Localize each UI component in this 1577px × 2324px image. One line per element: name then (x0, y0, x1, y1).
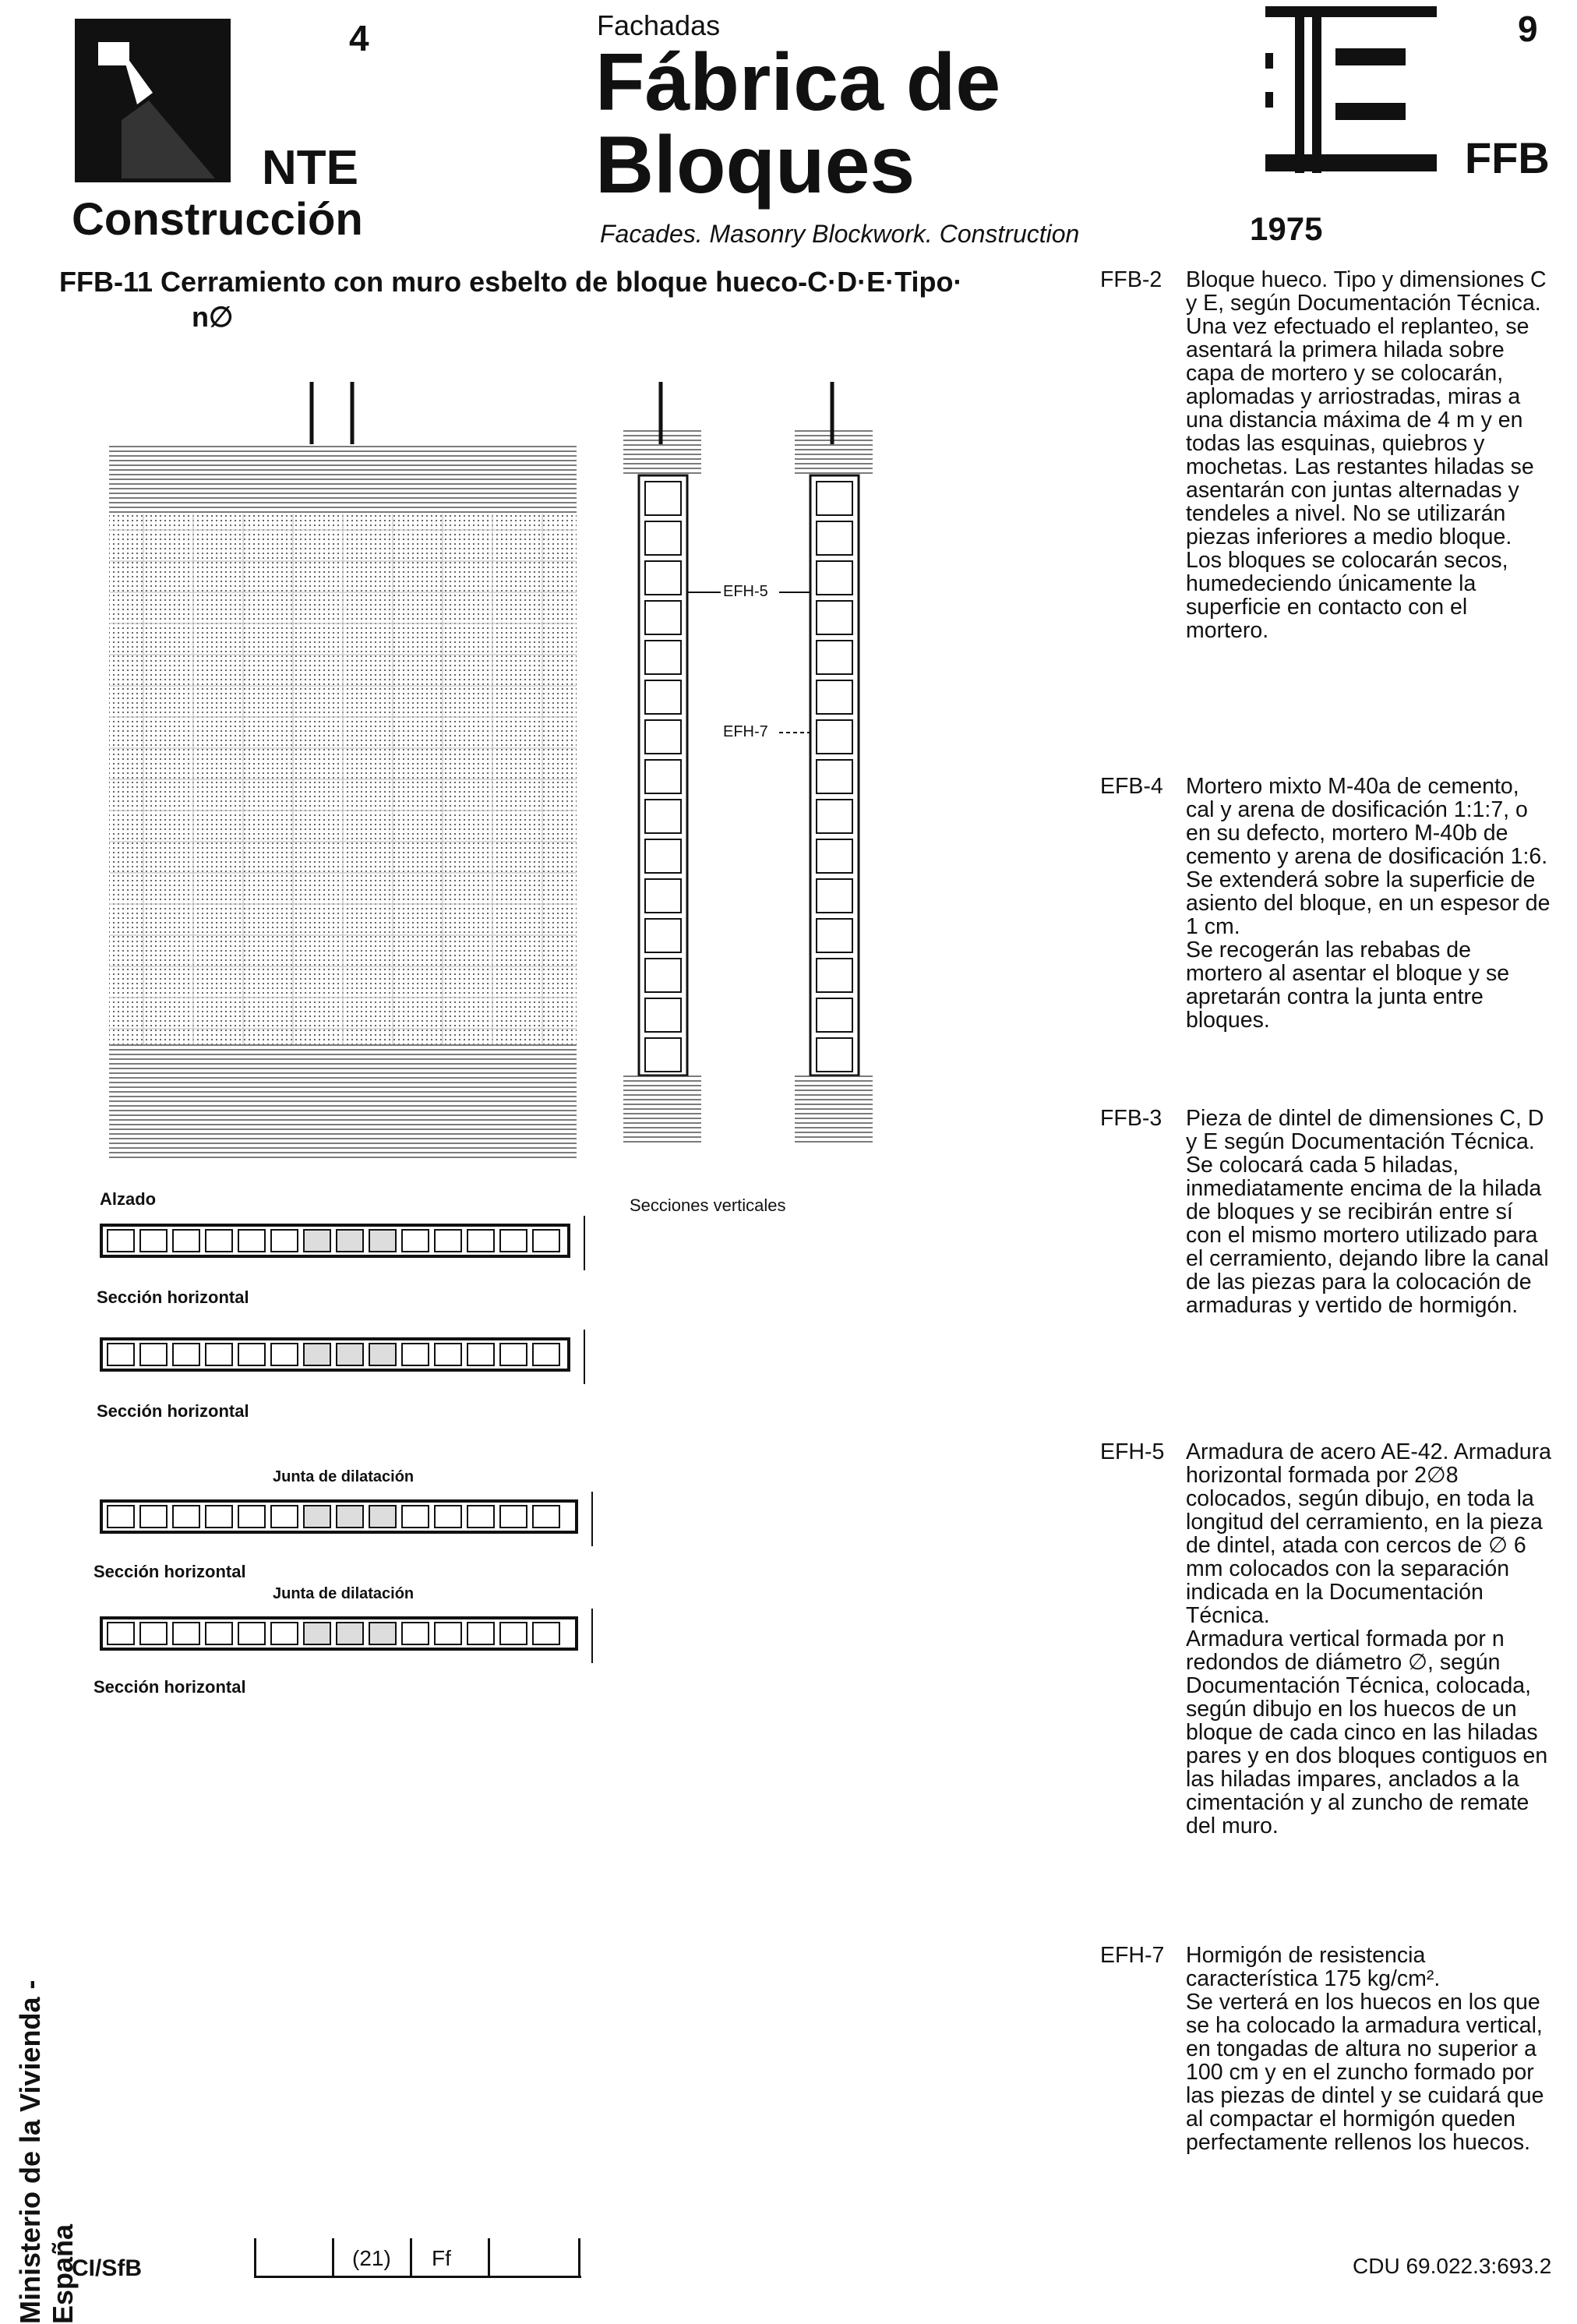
note-paragraph: Armadura vertical formada por n redondos de diámetro ∅, según Documentación Técnica, colocada, según dibujo en los huecos de un bloque de cada cinco en las hiladas pares y en dos bloques contiguos en las hiladas impares, anclados a la cimentación y al zuncho de remate del muro. (1186, 1626, 1548, 1838)
note-paragraph: Mortero mixto M-40a de cemento, cal y arena de dosificación 1:1:7, o en su defecto, mortero M-40b de cemento y arena de dosificación 1:6. (1186, 774, 1548, 869)
junta-label-1: Junta de dilatación (273, 1468, 415, 1485)
note-paragraph: Se colocará cada 5 hiladas, inmediatamente encima de la hilada de bloques y se recibirán entre sí con el mismo mortero utilizado para el cerramiento, dejando libre la canal de las piezas para la colocación de armaduras y vertido de hormigón. (1186, 1153, 1549, 1318)
note-code: EFB-4 (1100, 774, 1163, 799)
section-heading-2: n∅ (192, 301, 234, 333)
horizontal-section-label-3: Sección horizontal (93, 1562, 246, 1581)
note-paragraph: Bloque hueco. Tipo y dimensiones C y E, según Documentación Técnica. (1186, 267, 1547, 316)
vertical-sections-label: Secciones verticales (630, 1196, 786, 1215)
cdu-code: CDU 69.022.3:693.2 (1353, 2254, 1552, 2278)
alzado-label: Alzado (100, 1189, 157, 1209)
note-paragraph: Hormigón de resistencia característica 175 kg/cm². (1186, 1943, 1441, 1991)
horizontal-section-label-4: Sección horizontal (93, 1677, 246, 1697)
note-paragraph: Se verterá en los huecos en los que se ha colocado la armadura vertical, en tongadas de altura no superior a 100 cm y en el zuncho formado por las piezas de dintel y se cuidará que al compactar el hormigón queden perfectamente rellenos los huecos. (1186, 1990, 1544, 2155)
english-subtitle: Facades. Masonry Blockwork. Construction (600, 220, 1080, 248)
efh5-callout: EFH-5 (723, 583, 768, 600)
note-paragraph: Armadura de acero AE-42. Armadura horizontal formada por 2∅8 colocados, según dibujo, en toda la longitud del cerramiento, en la pieza de dintel, atada con cercos de ∅ 6 mm colocados con la separación indicada en la Documentación Técnica. (1186, 1439, 1551, 1628)
title-line-1: Fábrica de (595, 37, 1001, 128)
horizontal-section-4 (93, 1609, 608, 1663)
efh7-callout: EFH-7 (723, 723, 768, 740)
horizontal-section-2 (93, 1330, 608, 1384)
note-efb-4 (1100, 775, 1552, 1032)
note-paragraph: Se recogerán las rebabas de mortero al asentar el bloque y se apretarán contra la junta entre bloques. (1186, 938, 1510, 1033)
cisfb-box-1: (21) (352, 2246, 391, 2270)
junta-label-2: Junta de dilatación (273, 1585, 415, 1602)
note-ffb-2 (1100, 268, 1552, 642)
section-label: Fachadas (597, 9, 721, 41)
section-heading: FFB-11 Cerramiento con muro esbelto de bloque hueco-C·D·E·Tipo· (59, 266, 963, 298)
ffb-logo (1250, 6, 1437, 173)
horizontal-section-1 (93, 1216, 608, 1270)
ffb-code: FFB (1465, 133, 1550, 182)
alzado-drawing (93, 374, 592, 1192)
note-paragraph: Los bloques se colocarán secos, humedeciendo únicamente la superficie en contacto con el mortero. (1186, 548, 1508, 643)
horizontal-section-label-2: Sección horizontal (97, 1401, 249, 1421)
note-code: FFB-3 (1100, 1106, 1162, 1131)
year: 1975 (1250, 210, 1323, 247)
construccion-label: Construcción (72, 194, 363, 245)
note-efh-7 (1100, 1944, 1552, 2154)
horizontal-section-3 (93, 1492, 608, 1546)
note-paragraph: Una vez efectuado el replanteo, se asentará la primera hilada sobre capa de mortero y se colocarán, aplomadas y arriostradas, miras a una distancia máxima de 4 m y en todas las esquinas, quiebros y mochetas. Las restantes hiladas se asentarán con juntas alternadas y tendeles a nivel. No se utilizarán piezas inferiores a medio bloque. (1186, 314, 1534, 549)
title-line-2: Bloques (595, 120, 916, 210)
cisfb-box-2: Ff (432, 2246, 451, 2270)
nte-logo (75, 19, 231, 182)
ministerio-vertical-label: Ministerio de la Vivienda - España (14, 1980, 79, 2324)
note-paragraph: Se extenderá sobre la superficie de asiento del bloque, en un espesor de 1 cm. (1186, 867, 1551, 939)
nte-label: NTE (262, 141, 358, 195)
note-code: EFH-7 (1100, 1943, 1165, 1968)
note-paragraph: Pieza de dintel de dimensiones C, D y E según Documentación Técnica. (1186, 1106, 1544, 1154)
note-code: FFB-2 (1100, 267, 1162, 292)
cisfb-label: CI/SfB (72, 2255, 142, 2281)
note-ffb-3 (1100, 1107, 1552, 1317)
cisfb-box (254, 2238, 581, 2278)
vertical-sections-drawing (623, 382, 873, 1169)
note-efh-5 (1100, 1440, 1552, 1838)
horizontal-section-label-1: Sección horizontal (97, 1287, 249, 1307)
note-code: EFH-5 (1100, 1439, 1165, 1464)
page-number-left: 4 (349, 18, 369, 58)
page-number-right: 9 (1518, 9, 1538, 49)
